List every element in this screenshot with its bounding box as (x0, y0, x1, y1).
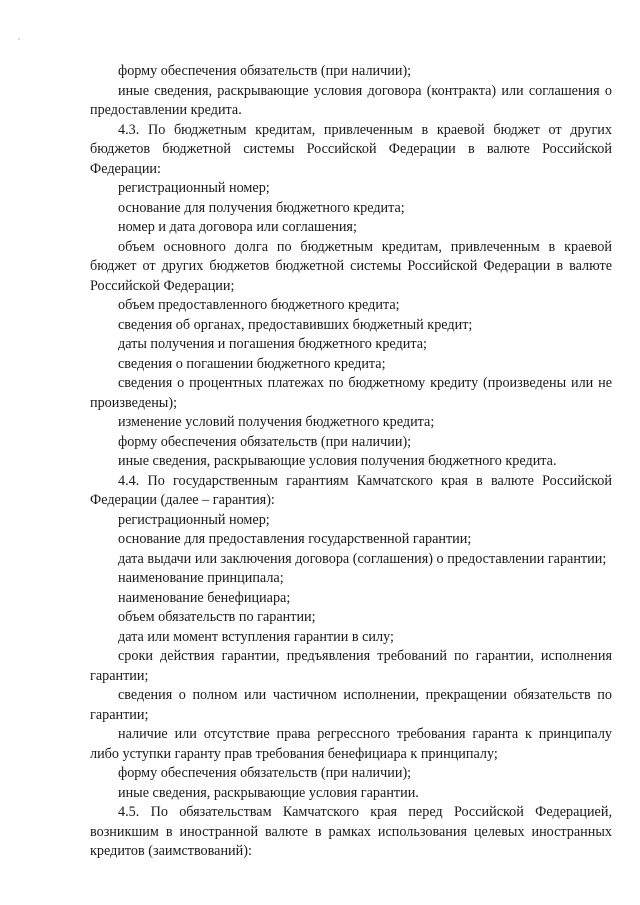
paragraph: номер и дата договора или соглашения; (118, 219, 357, 235)
paragraph: сроки действия гарантии, предъявления требований по гарантии, исполнения гарантии; (90, 648, 612, 684)
paragraph: объем основного долга по бюджетным кредитам, привлеченным в краевой бюджет от других бюджетов бюджетной системы Российской Федерации в валюте Российской Федерации; (90, 238, 612, 294)
paragraph: сведения о процентных платежах по бюджетному кредиту (произведены или не произведены); (90, 375, 612, 411)
paragraph: основание для получения бюджетного кредита; (118, 199, 405, 216)
paragraph: объем обязательств по гарантии; (118, 609, 316, 625)
paragraph: даты получения и погашения бюджетного кредита; (118, 336, 427, 352)
paragraph: форму обеспечения обязательств (при наличии); (118, 63, 412, 79)
paragraph: сведения о погашении бюджетного кредита; (118, 355, 386, 372)
paragraph: дата или момент вступления гарантии в силу; (118, 628, 394, 645)
paragraph: форму обеспечения обязательств (при наличии); (118, 765, 412, 781)
scan-speck (18, 38, 20, 40)
paragraph: изменение условий получения бюджетного кредита; (118, 414, 435, 430)
paragraph: объем предоставленного бюджетного кредита; (118, 297, 400, 313)
paragraph: иные сведения, раскрывающие условия договора (контракта) или соглашения о предоставлении кредита. (90, 82, 612, 118)
section-paragraph-4-5: 4.5. По обязательствам Камчатского края перед Российской Федерацией, возникшим в иностранной валюте в рамках использования целевых иностранных кредитов (заимствований): (90, 804, 612, 859)
paragraph: сведения об органах, предоставивших бюджетный кредит; (118, 316, 473, 333)
paragraph: иные сведения, раскрывающие условия гарантии. (118, 784, 419, 801)
paragraph: регистрационный номер; (118, 511, 270, 528)
paragraph: иные сведения, раскрывающие условия получения бюджетного кредита. (118, 453, 557, 469)
section-paragraph-4-3: 4.3. По бюджетным кредитам, привлеченным в краевой бюджет от других бюджетов бюджетной системы Российской Федерации в валюте Российской Федерации: (90, 121, 612, 177)
paragraph: основание для предоставления государственной гарантии; (118, 531, 472, 547)
section-paragraph-4-4: 4.4. По государственным гарантиям Камчатского края в валюте Российской Федерации (далее – гарантия): (90, 472, 612, 508)
paragraph: форму обеспечения обязательств (при наличии); (118, 433, 412, 450)
paragraph: регистрационный номер; (118, 180, 270, 196)
paragraph: наименование бенефициара; (118, 589, 291, 606)
paragraph: дата выдачи или заключения договора (соглашения) о предоставлении гарантии; (118, 550, 607, 567)
paragraph: сведения о полном или частичном исполнении, прекращении обязательств по гарантии; (90, 687, 612, 723)
paragraph: наличие или отсутствие права регрессного требования гаранта к принципалу либо уступки гаранту прав требования бенефициара к принципалу; (90, 726, 612, 762)
document-body (90, 62, 612, 862)
paragraph: наименование принципала; (118, 570, 284, 586)
